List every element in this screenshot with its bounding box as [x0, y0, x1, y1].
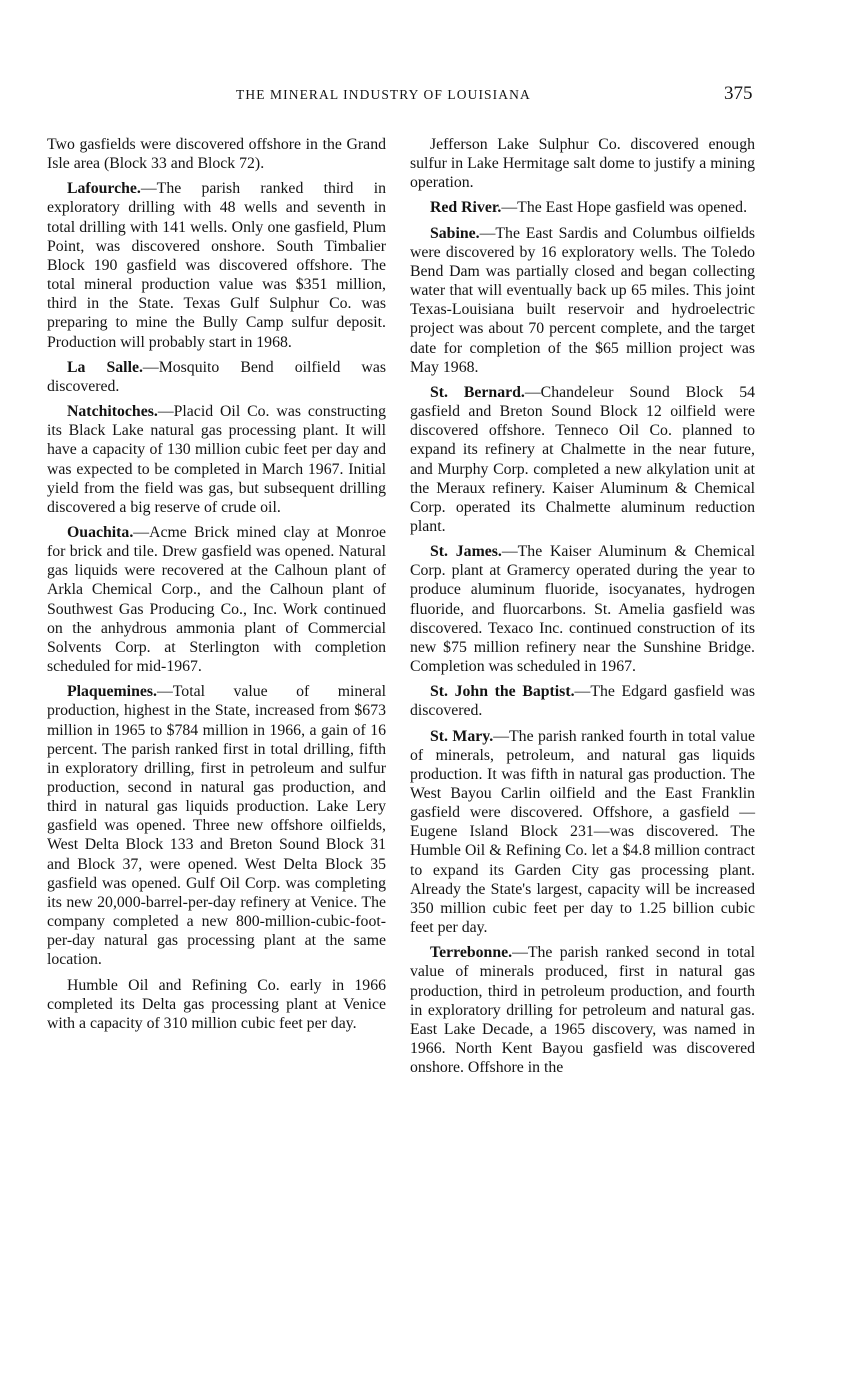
- paragraph-text: Two gasfields were discovered offshore in the Grand Isle area (Block 33 and Block 72).: [47, 136, 386, 173]
- paragraph-heading: Ouachita.: [67, 523, 134, 541]
- paragraph: [47, 402, 386, 517]
- paragraph-text: Jefferson Lake Sulphur Co. discovered enough sulfur in Lake Hermitage salt dome to justify a mining operation.: [410, 136, 755, 192]
- page-number: 375: [724, 83, 753, 104]
- paragraph-text: —The East Hope gasfield was opened.: [501, 199, 748, 217]
- paragraph-heading: Natchitoches.: [67, 403, 158, 421]
- running-head: THE MINERAL INDUSTRY OF LOUISIANA: [236, 87, 531, 102]
- paragraph-text: —Acme Brick mined clay at Monroe for brick and tile. Drew gasfield was opened. Natural gas liquids were recovered at the Calhoun plant of Arkla Chemical Corp., and the Calhoun plant of Southwest Gas Producing Co., Inc. Work continued on the anhydrous ammonia plant of Commercial Solvents Corp. at Sterlington with completion scheduled for mid-1967.: [47, 523, 386, 676]
- paragraph: [47, 135, 386, 173]
- paragraph-heading: Sabine.: [430, 224, 480, 242]
- paragraph-text: —Chandeleur Sound Block 54 gasfield and Breton Sound Block 12 oilfield were discovered offshore. Tenneco Oil Co. planned to expand its refinery at Chalmette in the near future, and Murphy Corp. completed a new alkylation unit at the Meraux refinery. Kaiser Aluminum & Chemical Corp. operated its Chalmette aluminum reduction plant.: [410, 383, 755, 535]
- paragraph-heading: St. Mary.: [430, 727, 494, 745]
- paragraph: [410, 727, 755, 938]
- paragraph-text: —The Kaiser Aluminum & Chemical Corp. plant at Gramercy operated during the year to produce aluminum fluoride, isocyanates, hydrogen fluoride, and fluorcarbons. St. Amelia gasfield was discovered. Texaco Inc. continued construction of its new $75 million refinery near the Sunshine Bridge. Completion was scheduled in 1967.: [410, 543, 755, 676]
- paragraph-text: —The parish ranked fourth in total value of minerals, petroleum, and natural gas liquids production. It was fifth in natural gas production. The West Bayou Carlin oilfield and the East Franklin gasfield were discovered. Offshore, a gasfield —Eugene Island Block 231—was discovered. The Humble Oil & Refining Co. let a $4.8 million contract to expand its Garden City gas processing plant. Already the State's largest, capacity will be increased 350 million cubic feet per day to 1.25 billion cubic feet per day.: [410, 727, 755, 937]
- paragraph: [47, 976, 386, 1033]
- paragraph-text: Humble Oil and Refining Co. early in 1966 completed its Delta gas processing plant at Venice with a capacity of 310 million cubic feet per day.: [47, 976, 386, 1032]
- paragraph: [47, 358, 386, 396]
- paragraph-heading: St. James.: [430, 543, 502, 561]
- paragraph-heading: Terrebonne.: [430, 944, 513, 962]
- right-column: [410, 135, 755, 1083]
- paragraph-text: —Placid Oil Co. was constructing its Black Lake natural gas processing plant. It will have a capacity of 130 million cubic feet per day and was expected to be completed in March 1967. Initial yield from the field was gas, but subsequent drilling discovered a big reserve of crude oil.: [47, 403, 386, 516]
- paragraph-text: —The East Sardis and Columbus oilfields were discovered by 16 exploratory wells. The Toledo Bend Dam was partially closed and began collecting water that will eventually back up 65 miles. This joint Texas-Louisiana built reservoir and hydroelectric project was about 70 percent complete, and the target date for completion of the $65 million project was May 1968.: [410, 224, 755, 376]
- paragraph: [47, 179, 386, 351]
- paragraph-heading: St. Bernard.: [430, 383, 525, 401]
- paragraph: [410, 542, 755, 676]
- paragraph: [410, 383, 755, 536]
- paragraph-text: —The parish ranked second in total value of minerals produced, first in natural gas production, third in petroleum production, and fourth in exploratory drilling for petroleum and natural gas. East Lake Decade, a 1965 discovery, was named in 1966. North Kent Bayou gasfield was discovered onshore. Offshore in the: [410, 944, 755, 1077]
- paragraph-text: —The parish ranked third in exploratory drilling with 48 wells and seventh in total drilling with 141 wells. Only one gasfield, Plum Point, was discovered onshore. South Timbalier Block 190 gasfield was discovered offshore. The total mineral production value was $351 million, third in the State. Texas Gulf Sulphur Co. was preparing to mine the Bully Camp sulfur deposit. Production will probably start in 1968.: [47, 180, 386, 351]
- paragraph: [410, 198, 755, 217]
- paragraph: [47, 523, 386, 676]
- paragraph-heading: St. John the Baptist.: [430, 683, 575, 701]
- paragraph: [410, 224, 755, 377]
- paragraph-text: —Total value of mineral production, highest in the State, increased from $673 million in 1965 to $784 million in 1966, a gain of 16 percent. The parish ranked first in total drilling, fifth in exploratory drilling, first in petroleum and sulfur production, second in natural gas production, and third in natural gas liquids production. Lake Lery gasfield was opened. Three new offshore oilfields, West Delta Block 133 and Breton Sound Block 31 and Block 37, were opened. West Delta Block 35 gasfield was opened. Gulf Oil Corp. was completing its new 20,000-barrel-per-day refinery at Venice. The company completed a new 800-million-cubic-foot-per-day natural gas processing plant at the same location.: [47, 683, 386, 969]
- left-column: [47, 135, 386, 1039]
- paragraph-heading: Lafourche.: [67, 180, 141, 198]
- paragraph: [410, 135, 755, 192]
- paragraph-text: —Mosquito Bend oilfield was discovered.: [47, 358, 386, 395]
- paragraph: [410, 943, 755, 1077]
- paragraph: [410, 682, 755, 720]
- paragraph: [47, 682, 386, 969]
- paragraph-heading: Plaquemines.: [67, 683, 157, 701]
- paragraph-text: —The Edgard gasfield was discovered.: [410, 683, 755, 720]
- paragraph-heading: Red River.: [430, 199, 502, 217]
- paragraph-heading: La Salle.: [67, 358, 143, 376]
